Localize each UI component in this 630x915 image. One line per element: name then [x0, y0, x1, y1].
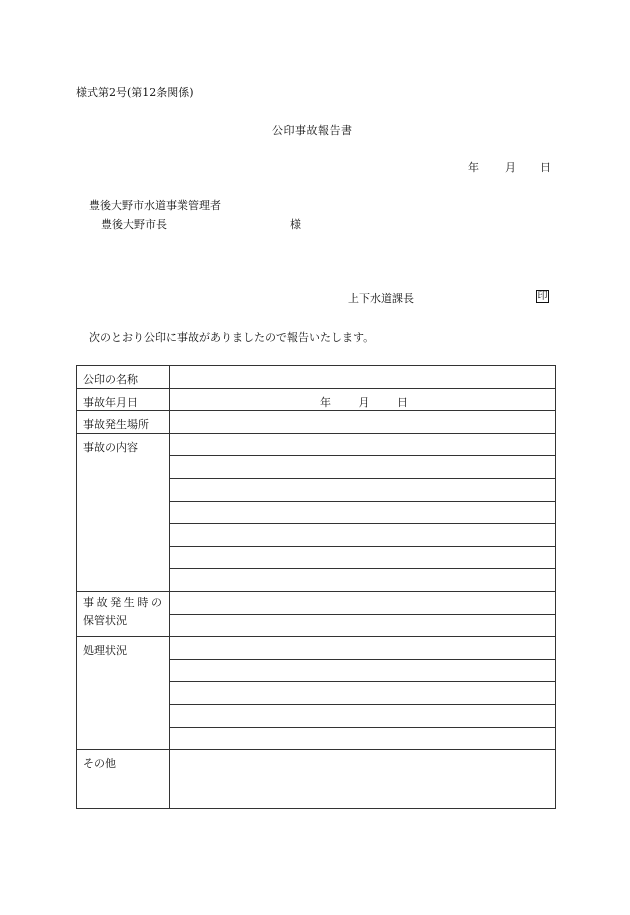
accident-content-line[interactable]: [170, 546, 556, 569]
handling-status-line[interactable]: [170, 637, 556, 660]
seal-mark: 印: [537, 290, 548, 302]
date-year-unit: 年: [320, 395, 331, 409]
document-title: 公印事故報告書: [272, 124, 353, 137]
reporter-title: 上下水道課長: [348, 292, 414, 305]
honorific: 様: [290, 218, 301, 231]
storage-label-line-2: 保管状況: [83, 613, 127, 627]
table-row: [77, 433, 556, 456]
accident-date-units: [320, 394, 408, 410]
intro-text: 次のとおり公印に事故がありましたので報告いたします。: [89, 331, 375, 344]
addressee-line-1: 豊後大野市水道事業管理者: [89, 199, 221, 212]
table-row: [77, 366, 556, 389]
storage-status-line[interactable]: [170, 614, 556, 637]
form-number: 様式第2号(第12条関係): [76, 86, 194, 99]
label-accident-date: 事故年月日: [77, 388, 170, 411]
handling-status-line[interactable]: [170, 704, 556, 727]
table-row: [77, 411, 556, 434]
handling-status-line[interactable]: [170, 659, 556, 682]
addressee-line-2: 豊後大野市長: [101, 218, 167, 231]
storage-status-line[interactable]: [170, 591, 556, 614]
accident-content-line[interactable]: [170, 433, 556, 456]
table-row: [77, 388, 556, 411]
label-handling-status: 処理状況: [77, 637, 170, 750]
label-accident-place: 事故発生場所: [77, 411, 170, 434]
seal-name-field[interactable]: [170, 366, 556, 389]
accident-content-line[interactable]: [170, 456, 556, 479]
header-date-year: 年: [468, 161, 479, 174]
header-date-day: 日: [540, 161, 551, 174]
label-seal-name: 公印の名称: [77, 366, 170, 389]
accident-content-line[interactable]: [170, 569, 556, 592]
other-field[interactable]: [170, 750, 556, 809]
table-row: [77, 591, 556, 614]
label-accident-content: 事故の内容: [77, 433, 170, 591]
label-storage-status: [77, 591, 170, 636]
header-date-month: 月: [505, 161, 516, 174]
storage-label-line-1: 事故発生時の: [83, 595, 165, 609]
date-day-unit: 日: [397, 395, 408, 409]
table-row: [77, 750, 556, 809]
accident-content-line[interactable]: [170, 524, 556, 547]
report-table: [76, 365, 556, 809]
date-month-unit: 月: [358, 395, 370, 409]
accident-date-field[interactable]: [170, 388, 556, 411]
accident-content-line[interactable]: [170, 501, 556, 524]
accident-content-line[interactable]: [170, 478, 556, 501]
handling-status-line[interactable]: [170, 727, 556, 750]
handling-status-line[interactable]: [170, 682, 556, 705]
table-row: [77, 637, 556, 660]
label-other: その他: [77, 750, 170, 809]
accident-place-field[interactable]: [170, 411, 556, 434]
